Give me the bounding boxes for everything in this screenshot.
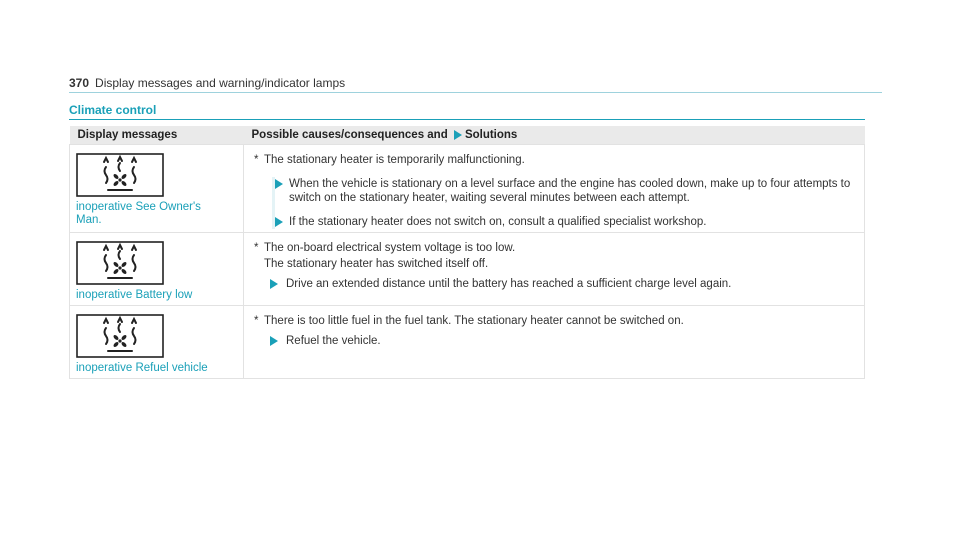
solution-text: Refuel the vehicle. [286, 335, 381, 347]
causes-solutions-cell [244, 306, 865, 379]
cause-text [254, 241, 854, 255]
section-divider [69, 119, 865, 120]
cause-label: The stationary heater is temporarily malfunctioning. [264, 154, 525, 166]
asterisk-marker: * [254, 315, 259, 327]
solution-item [275, 177, 854, 205]
table-row [70, 306, 865, 379]
table-row [70, 145, 865, 233]
solution-item [275, 215, 854, 229]
cause-extra-text: The stationary heater has switched itself off. [264, 258, 489, 270]
cause-label: There is too little fuel in the fuel tank. The stationary heater cannot be switched on. [264, 315, 684, 327]
solution-arrow-icon [270, 279, 278, 289]
display-message-text: inoperative Refuel vehicle [76, 362, 208, 374]
solution-text: When the vehicle is stationary on a level surface and the engine has cooled down, make up to four attempts to switch on the stationary heater, waiting several minutes between each attempt. [289, 178, 851, 204]
table-row [70, 233, 865, 306]
page-title: Display messages and warning/indicator lamps [95, 76, 346, 90]
cause-text [254, 314, 854, 328]
causes-solutions-cell [244, 233, 865, 306]
stationary-heater-icon [76, 314, 164, 358]
asterisk-marker: * [254, 242, 259, 254]
solution-text: If the stationary heater does not switch on, consult a qualified specialist workshop. [289, 216, 707, 228]
page-number: 370 [69, 76, 90, 90]
solution-item [254, 334, 854, 348]
header-causes-solutions [244, 126, 865, 145]
section-title: Climate control [69, 103, 157, 117]
cause-text [254, 153, 854, 167]
display-message-cell [70, 233, 244, 306]
display-message-text: inoperative See Owner's Man. [76, 201, 201, 226]
messages-table [69, 126, 865, 379]
table-header-row [70, 126, 865, 145]
display-message-cell [70, 306, 244, 379]
page-header [69, 76, 345, 90]
display-message-cell [70, 145, 244, 233]
header-causes-label: Possible causes/consequences and [251, 129, 448, 141]
header-divider [69, 92, 882, 93]
asterisk-marker: * [254, 154, 259, 166]
solution-text: Drive an extended distance until the battery has reached a sufficient charge level again. [286, 278, 732, 290]
solution-arrow-icon [275, 217, 283, 227]
header-solutions-label: Solutions [464, 129, 518, 141]
solution-arrow-icon [454, 130, 462, 140]
stationary-heater-icon [76, 153, 164, 197]
header-display-messages: Display messages [70, 126, 244, 145]
solutions-block [272, 177, 854, 229]
stationary-heater-icon [76, 241, 164, 285]
causes-solutions-cell [244, 145, 865, 233]
display-message-text: inoperative Battery low [76, 289, 193, 301]
solution-item [254, 277, 854, 291]
solution-arrow-icon [275, 179, 283, 189]
solution-arrow-icon [270, 336, 278, 346]
cause-label: The on-board electrical system voltage is too low. [264, 242, 516, 254]
